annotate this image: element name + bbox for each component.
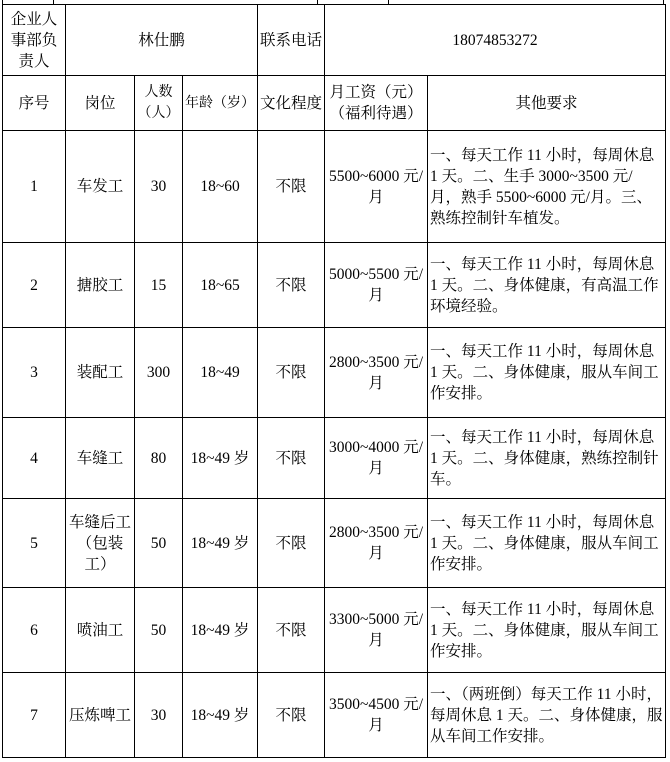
cell-requirements: 一、（两班倒）每天工作 11 小时，每周休息 1 天。二、身体健康，服从车间工作安排。 xyxy=(428,673,666,758)
cell-no: 7 xyxy=(3,673,66,758)
cell-education: 不限 xyxy=(258,131,325,243)
cell-education: 不限 xyxy=(258,673,325,758)
cell-position: 压炼啤工 xyxy=(66,673,135,758)
cell-age: 18~60 xyxy=(183,131,258,243)
contact-phone-label: 联系电话 xyxy=(258,5,325,76)
cell-requirements: 一、每天工作 11 小时，每周休息 1 天。二、身体健康，服从车间工作安排。 xyxy=(428,328,666,418)
col-header-salary: 月工资（元）（福利待遇） xyxy=(325,76,428,131)
cell-no: 5 xyxy=(3,499,66,588)
col-header-age: 年龄（岁） xyxy=(183,76,258,131)
cell-salary: 2800~3500 元/月 xyxy=(325,499,428,588)
cell-requirements: 一、每天工作 11 小时，每周休息 1 天。二、身体健康，熟练控制针车。 xyxy=(428,418,666,499)
cell-no: 6 xyxy=(3,588,66,673)
cell-headcount: 30 xyxy=(135,673,183,758)
cell-education: 不限 xyxy=(258,243,325,328)
contact-row xyxy=(3,5,666,76)
cell-headcount: 50 xyxy=(135,499,183,588)
table-row xyxy=(3,673,666,758)
col-header-position: 岗位 xyxy=(66,76,135,131)
cell-headcount: 300 xyxy=(135,328,183,418)
table-row xyxy=(3,418,666,499)
cell-position: 车缝后工（包装工） xyxy=(66,499,135,588)
recruitment-table xyxy=(2,4,666,758)
table-row xyxy=(3,243,666,328)
cell-position: 搪胶工 xyxy=(66,243,135,328)
cell-education: 不限 xyxy=(258,499,325,588)
cell-age: 18~49 岁 xyxy=(183,499,258,588)
cell-salary: 3000~4000 元/月 xyxy=(325,418,428,499)
cell-no: 1 xyxy=(3,131,66,243)
cell-no: 3 xyxy=(3,328,66,418)
contact-person-label: 企业人事部负责人 xyxy=(3,5,66,76)
cell-salary: 2800~3500 元/月 xyxy=(325,328,428,418)
col-header-headcount: 人数（人） xyxy=(135,76,183,131)
header-row xyxy=(3,76,666,131)
table-row xyxy=(3,499,666,588)
cell-position: 装配工 xyxy=(66,328,135,418)
cell-headcount: 80 xyxy=(135,418,183,499)
contact-phone-number: 18074853272 xyxy=(325,5,666,76)
col-header-requirements: 其他要求 xyxy=(428,76,666,131)
cell-salary: 5500~6000 元/月 xyxy=(325,131,428,243)
table-row xyxy=(3,328,666,418)
cell-age: 18~49 xyxy=(183,328,258,418)
cell-position: 车缝工 xyxy=(66,418,135,499)
cell-salary: 3300~5000 元/月 xyxy=(325,588,428,673)
cell-education: 不限 xyxy=(258,418,325,499)
cell-no: 2 xyxy=(3,243,66,328)
cell-age: 18~65 xyxy=(183,243,258,328)
cell-position: 喷油工 xyxy=(66,588,135,673)
cell-headcount: 30 xyxy=(135,131,183,243)
cell-requirements: 一、每天工作 11 小时，每周休息 1 天。二、身体健康，服从车间工作安排。 xyxy=(428,499,666,588)
col-header-no: 序号 xyxy=(3,76,66,131)
cell-salary: 3500~4500 元/月 xyxy=(325,673,428,758)
cell-headcount: 15 xyxy=(135,243,183,328)
contact-person-name: 林仕鹏 xyxy=(66,5,258,76)
table-row xyxy=(3,588,666,673)
cell-requirements: 一、每天工作 11 小时，每周休息 1 天。二、身体健康，有高温工作环境经验。 xyxy=(428,243,666,328)
cell-position: 车发工 xyxy=(66,131,135,243)
cell-age: 18~49 岁 xyxy=(183,418,258,499)
cell-age: 18~49 岁 xyxy=(183,588,258,673)
cell-headcount: 50 xyxy=(135,588,183,673)
cell-age: 18~49 岁 xyxy=(183,673,258,758)
cell-no: 4 xyxy=(3,418,66,499)
cell-education: 不限 xyxy=(258,588,325,673)
cell-education: 不限 xyxy=(258,328,325,418)
cell-requirements: 一、每天工作 11 小时，每周休息 1 天。二、身体健康，服从车间工作安排。 xyxy=(428,588,666,673)
cell-salary: 5000~5500 元/月 xyxy=(325,243,428,328)
cell-requirements: 一、每天工作 11 小时，每周休息 1 天。二、生手 3000~3500 元/月，熟手 5500~6000 元/月。三、熟练控制针车植发。 xyxy=(428,131,666,243)
table-row xyxy=(3,131,666,243)
col-header-education: 文化程度 xyxy=(258,76,325,131)
